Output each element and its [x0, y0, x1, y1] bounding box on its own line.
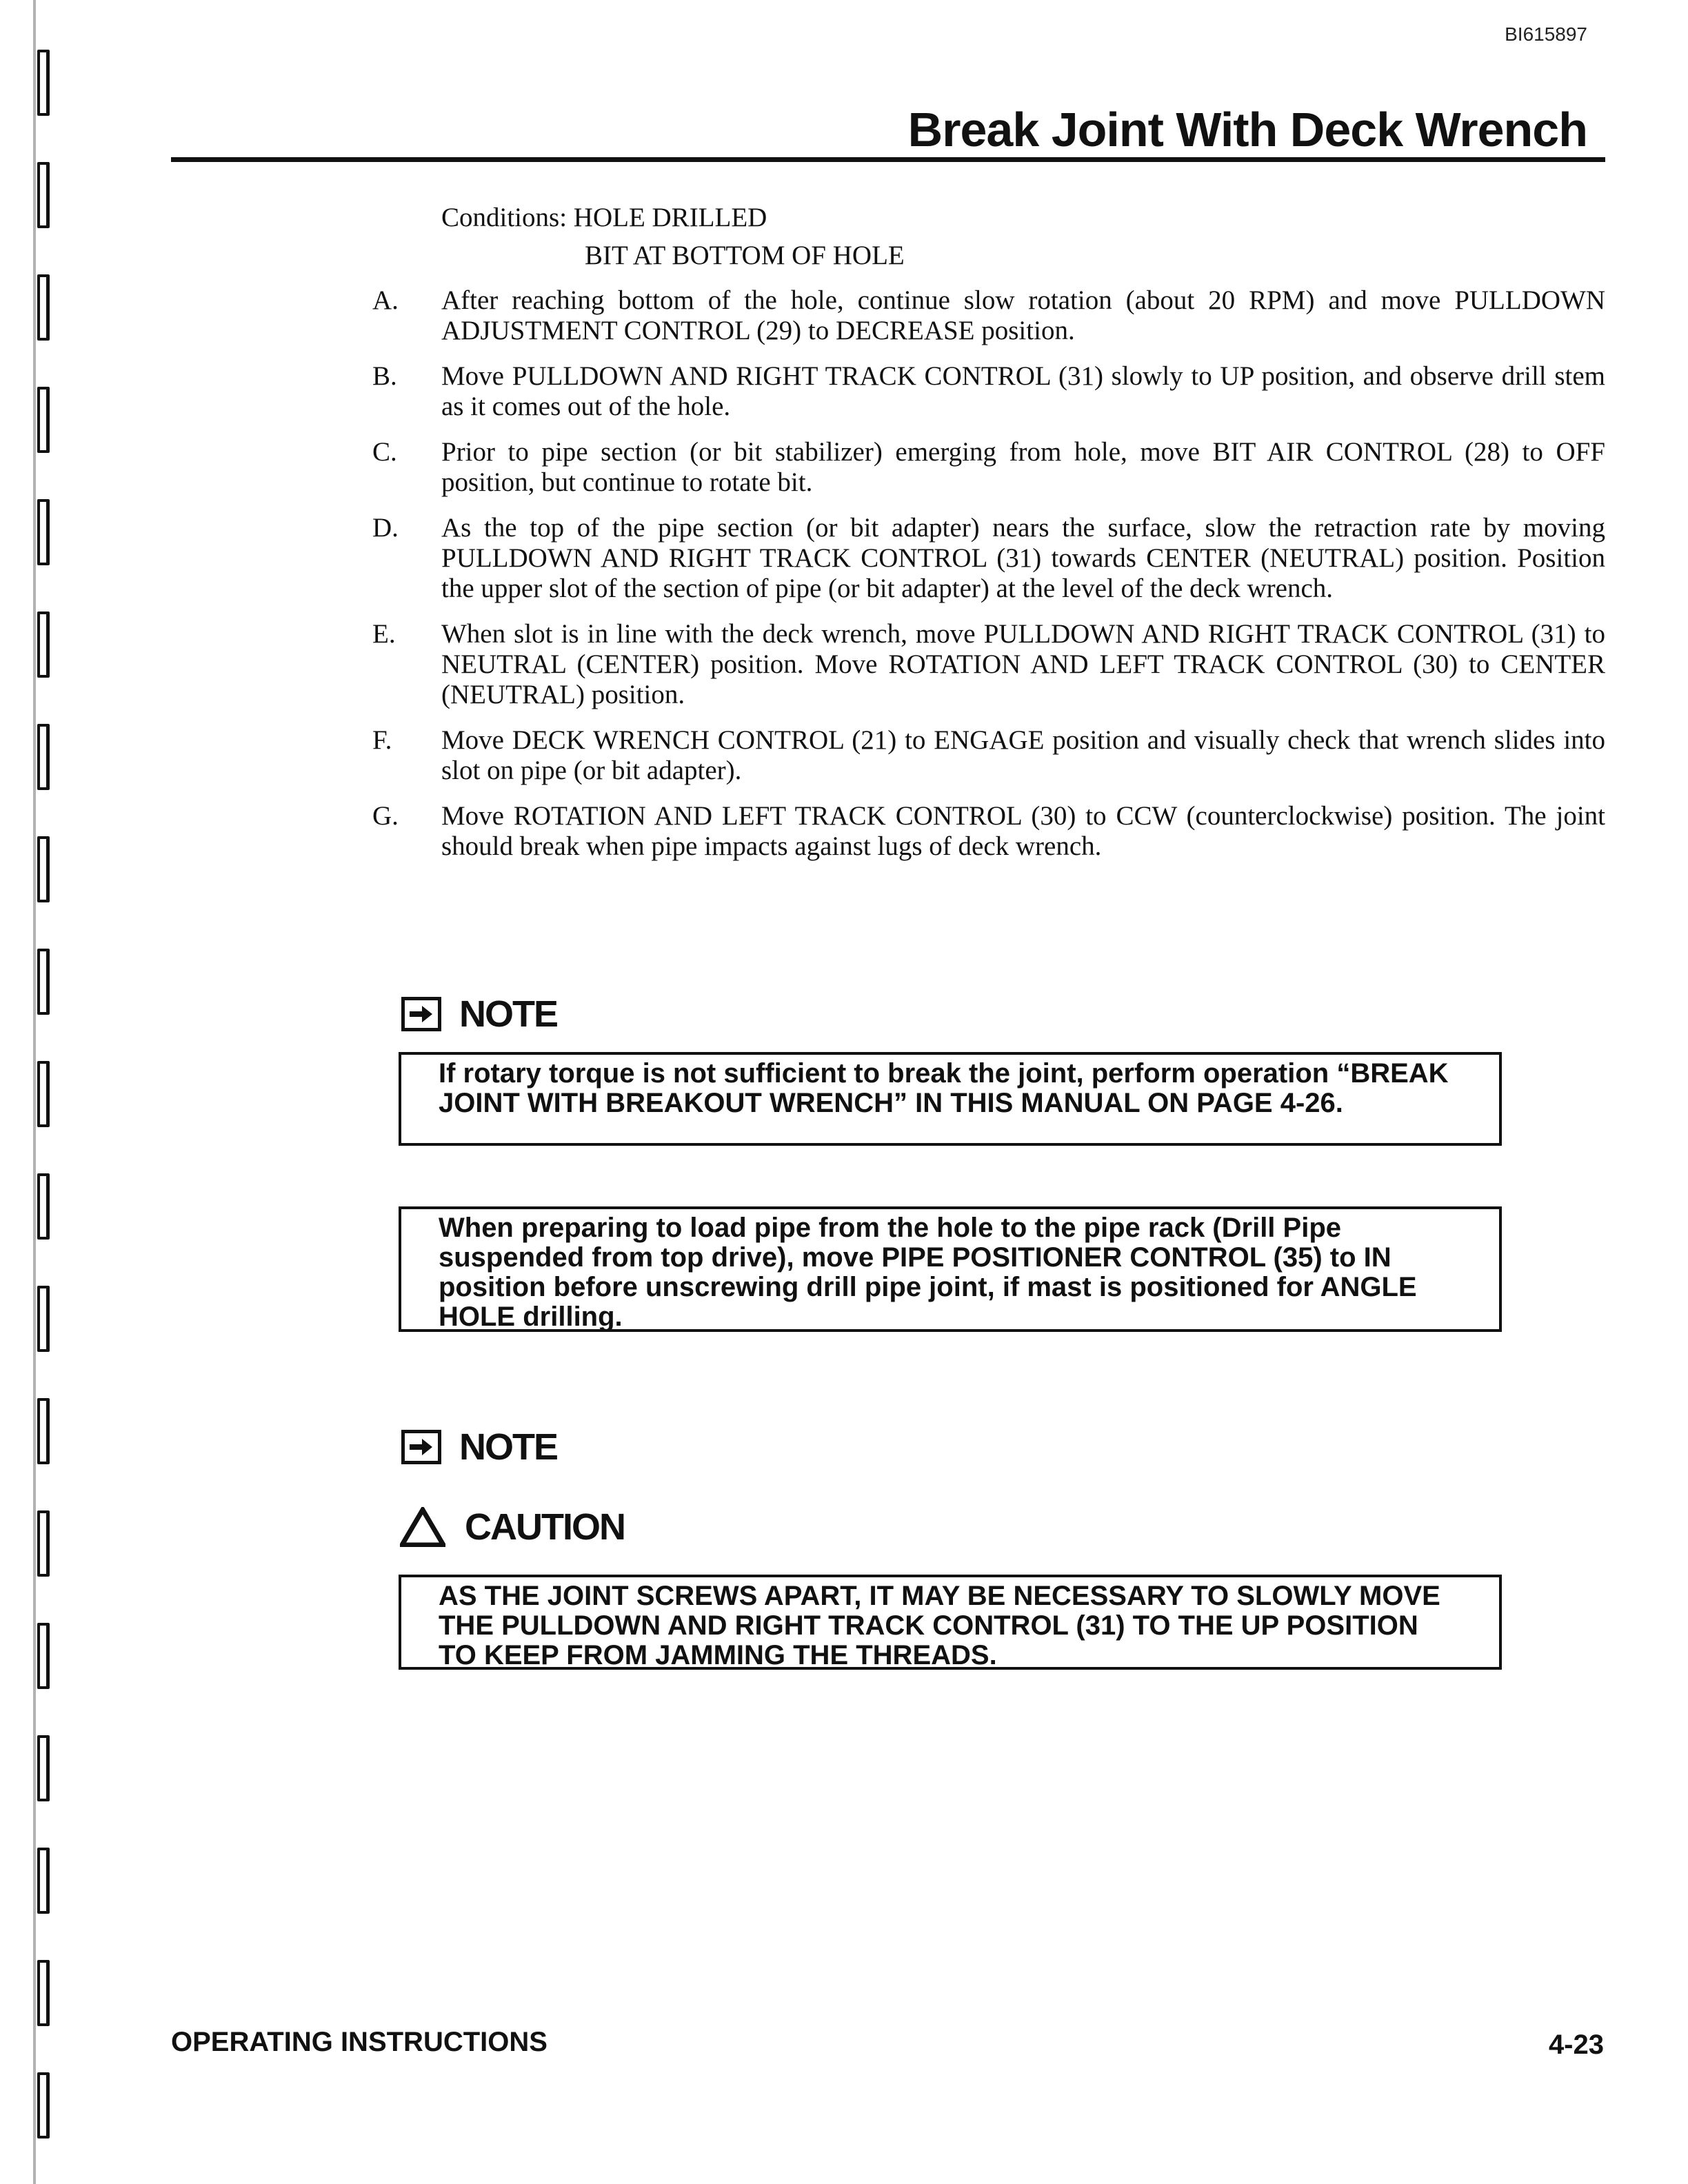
step-b: [372, 361, 1605, 422]
binder-mark: [37, 836, 50, 902]
step-letter: C.: [372, 437, 397, 467]
binder-mark: [37, 162, 50, 228]
binder-mark: [37, 1623, 50, 1689]
arrow-right-box-icon: [401, 997, 441, 1031]
step-d: [372, 513, 1605, 604]
step-letter: G.: [372, 801, 399, 831]
binder-mark: [37, 611, 50, 678]
arrow-right-box-icon: [401, 1430, 441, 1464]
warning-triangle-icon: [400, 1507, 445, 1547]
note-label: NOTE: [459, 993, 558, 1035]
binder-mark: [37, 1510, 50, 1577]
condition-1: HOLE DRILLED: [573, 203, 767, 232]
binder-mark: [37, 1061, 50, 1127]
binder-mark: [37, 274, 50, 341]
step-text: Move DECK WRENCH CONTROL (21) to ENGAGE position and visually check that wrench slides into slot on pipe (or bit adapter).: [441, 725, 1605, 785]
step-e: [372, 619, 1605, 710]
procedure-steps: [372, 285, 1605, 877]
note-box-2: [399, 1206, 1502, 1332]
document-id: BI615897: [1505, 23, 1587, 45]
note-heading-1: [401, 993, 557, 1035]
binder-mark: [37, 1960, 50, 2026]
binder-holes: [32, 0, 59, 2184]
caution-label: CAUTION: [465, 1506, 625, 1548]
step-g: [372, 801, 1605, 862]
binder-mark: [37, 50, 50, 116]
step-letter: D.: [372, 513, 399, 543]
conditions-label: Conditions:: [441, 203, 567, 232]
caution-heading: [400, 1506, 625, 1548]
page-title: Break Joint With Deck Wrench: [907, 103, 1587, 156]
step-letter: A.: [372, 285, 399, 315]
note-heading-2: [401, 1426, 557, 1468]
footer-section: OPERATING INSTRUCTIONS: [171, 2027, 547, 2057]
binder-mark: [37, 1398, 50, 1464]
binder-mark: [37, 1735, 50, 1801]
binder-mark: [37, 499, 50, 565]
binder-mark: [37, 949, 50, 1015]
step-letter: B.: [372, 361, 397, 391]
step-a: [372, 285, 1605, 346]
conditions: [441, 196, 767, 240]
step-text: After reaching bottom of the hole, continue slow rotation (about 20 RPM) and move PULLDOWN ADJUSTMENT CONTROL (29) to DECREASE position.: [441, 285, 1605, 345]
note-text-1: If rotary torque is not sufficient to break the joint, perform operation “BREAK JOINT WITH BREAKOUT WRENCH” IN THIS MANUAL ON PAGE 4-26.: [439, 1058, 1449, 1118]
binder-edge-line: [33, 0, 36, 2184]
caution-text: AS THE JOINT SCREWS APART, IT MAY BE NECESSARY TO SLOWLY MOVE THE PULLDOWN AND RIGHT TRACK CONTROL (31) TO THE UP POSITION TO KEEP FROM JAMMING THE THREADS.: [439, 1581, 1440, 1670]
step-letter: E.: [372, 619, 396, 649]
step-f: [372, 725, 1605, 786]
step-c: [372, 437, 1605, 498]
page-number: 4-23: [1548, 2030, 1604, 2060]
step-text: As the top of the pipe section (or bit adapter) nears the surface, slow the retraction rate by moving PULLDOWN AND RIGHT TRACK CONTROL (31) towards CENTER (NEUTRAL) position. Position the upper slot of the section of pipe (or bit adapter) at the level of the deck wrench.: [441, 513, 1605, 603]
note-box-1: [399, 1052, 1502, 1146]
binder-mark: [37, 2072, 50, 2138]
step-text: Prior to pipe section (or bit stabilizer) emerging from hole, move BIT AIR CONTROL (28) to OFF position, but continue to rotate bit.: [441, 437, 1605, 497]
binder-mark: [37, 1286, 50, 1352]
condition-2: BIT AT BOTTOM OF HOLE: [585, 241, 905, 270]
step-letter: F.: [372, 725, 392, 755]
binder-mark: [37, 724, 50, 790]
caution-box: [399, 1575, 1502, 1670]
title-rule: [171, 157, 1605, 162]
binder-mark: [37, 387, 50, 453]
note-label: NOTE: [459, 1426, 558, 1468]
binder-mark: [37, 1848, 50, 1914]
step-text: Move PULLDOWN AND RIGHT TRACK CONTROL (31) slowly to UP position, and observe drill stem as it comes out of the hole.: [441, 361, 1605, 421]
step-text: Move ROTATION AND LEFT TRACK CONTROL (30) to CCW (counterclockwise) position. The joint should break when pipe impacts against lugs of deck wrench.: [441, 801, 1605, 861]
binder-mark: [37, 1173, 50, 1240]
step-text: When slot is in line with the deck wrench, move PULLDOWN AND RIGHT TRACK CONTROL (31) to NEUTRAL (CENTER) position. Move ROTATION AND LEFT TRACK CONTROL (30) to CENTER (NEUTRAL) position.: [441, 619, 1605, 709]
note-text-2: When preparing to load pipe from the hole to the pipe rack (Drill Pipe suspended from top drive), move PIPE POSITIONER CONTROL (35) to IN position before unscrewing drill pipe joint, if mast is positioned for ANGLE HOLE drilling.: [439, 1213, 1417, 1332]
